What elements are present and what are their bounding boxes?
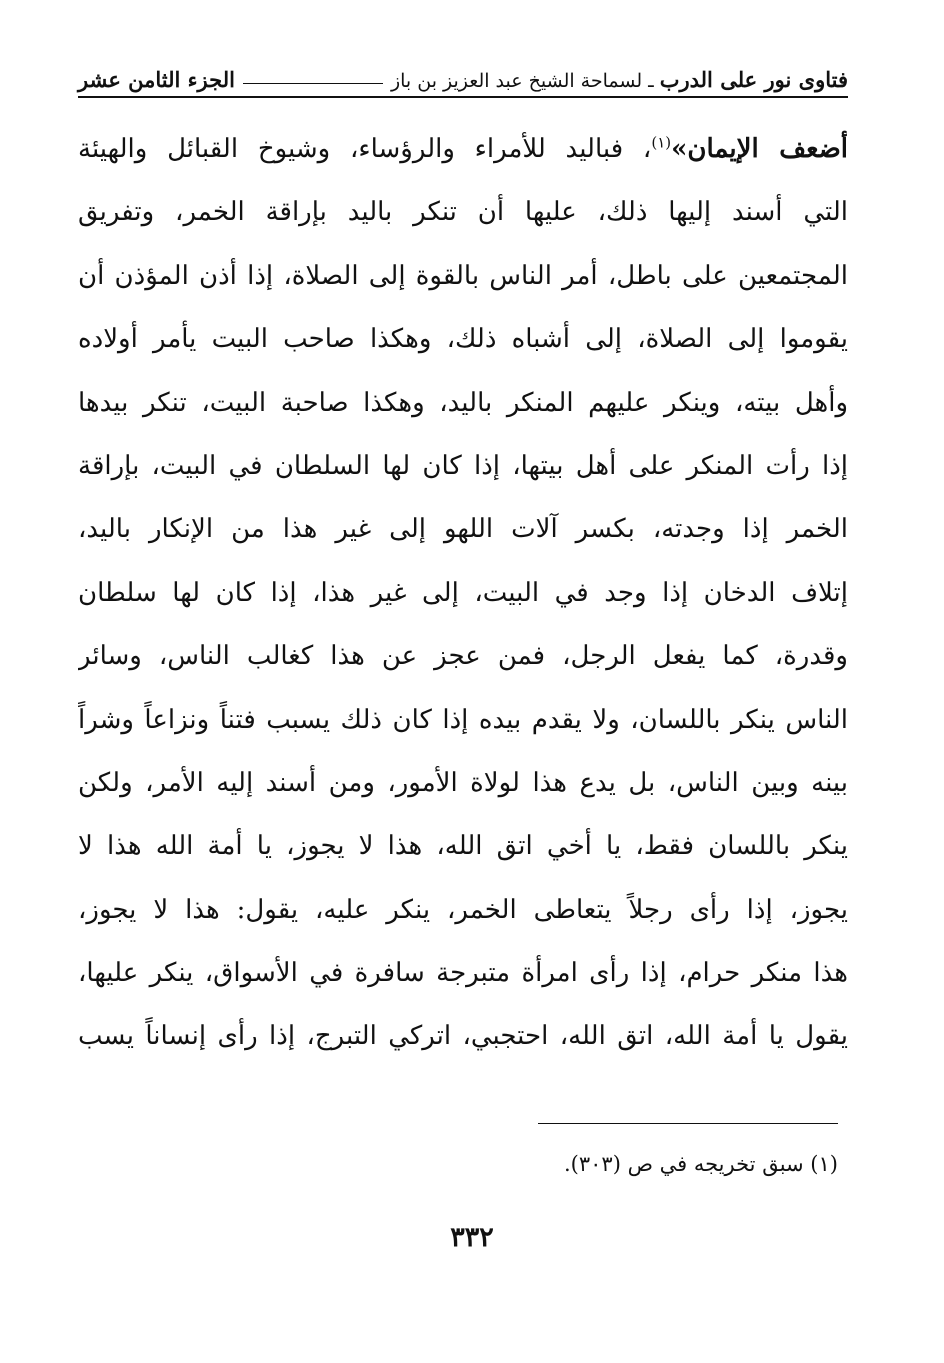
header-book-title: فتاوى نور على الدرب xyxy=(659,67,848,92)
body-text xyxy=(78,118,848,1069)
bold-phrase: أضعف الإيمان» xyxy=(671,134,848,164)
text-line: هذا منكر حرام، إذا رأى امرأة متبرجة سافرة في الأسواق، ينكر عليها، xyxy=(78,958,848,989)
header-rule-line xyxy=(243,83,383,84)
text-line: بينه وبين الناس، بل يدع هذا لولاة الأمور، ومن أسند إليه الأمر، ولكن xyxy=(78,767,848,798)
page-number: ٣٣٢ xyxy=(450,1222,494,1253)
header-volume: الجزء الثامن عشر xyxy=(78,67,235,92)
text-line-rest: ، فباليد للأمراء والرؤساء، وشيوخ القبائل والهيئة xyxy=(78,134,652,164)
text-line: إذا رأت المنكر على أهل بيتها، إذا كان لها السلطان في البيت، بإراقة xyxy=(78,450,848,481)
footnote: (١) سبق تخريجه في ص (٣٠٣). xyxy=(564,1152,838,1176)
text-line: المجتمعين على باطل، أمر الناس بالقوة إلى الصلاة، إذا أذن المؤذن أن xyxy=(78,260,848,291)
text-line: وأهل بيته، وينكر عليهم المنكر باليد، وهكذا صاحبة البيت، تنكر بيدها xyxy=(78,387,848,418)
header-author: لسماحة الشيخ عبد العزيز بن باز xyxy=(390,70,643,92)
text-line: إتلاف الدخان إذا وجد في البيت، إلى غير هذا، إذا كان لها سلطان xyxy=(78,577,848,608)
text-line: يقول يا أمة الله، اتق الله، احتجبي، اتركي التبرج، إذا رأى إنساناً يسب xyxy=(78,1021,848,1052)
text-line: ينكر باللسان فقط، يا أخي اتق الله، هذا لا يجوز، يا أمة الله هذا لا xyxy=(78,831,848,862)
text-line: الخمر إذا وجدته، بكسر آلات اللهو إلى غير هذا من الإنكار باليد، xyxy=(78,514,848,545)
text-line: يجوز، إذا رأى رجلاً يتعاطى الخمر، ينكر عليه، يقول: هذا لا يجوز، xyxy=(78,894,848,925)
text-line xyxy=(78,118,848,181)
footnote-separator xyxy=(538,1123,838,1124)
header-separator: ـ xyxy=(648,70,654,92)
running-header xyxy=(78,58,848,98)
text-line: يقوموا إلى الصلاة، إلى أشباه ذلك، وهكذا صاحب البيت يأمر أولاده xyxy=(78,324,848,355)
header-book-info xyxy=(391,67,848,92)
text-line: وقدرة، كما يفعل الرجل، فمن عجز عن هذا كغالب الناس، وسائر xyxy=(78,641,848,672)
text-line: الناس ينكر باللسان، ولا يقدم بيده إذا كان ذلك يسبب فتناً ونزاعاً وشراً xyxy=(78,704,848,735)
footnote-reference: (١) xyxy=(651,133,672,152)
text-line: التي أسند إليها ذلك، عليها أن تنكر باليد بإراقة الخمر، وتفريق xyxy=(78,197,848,228)
